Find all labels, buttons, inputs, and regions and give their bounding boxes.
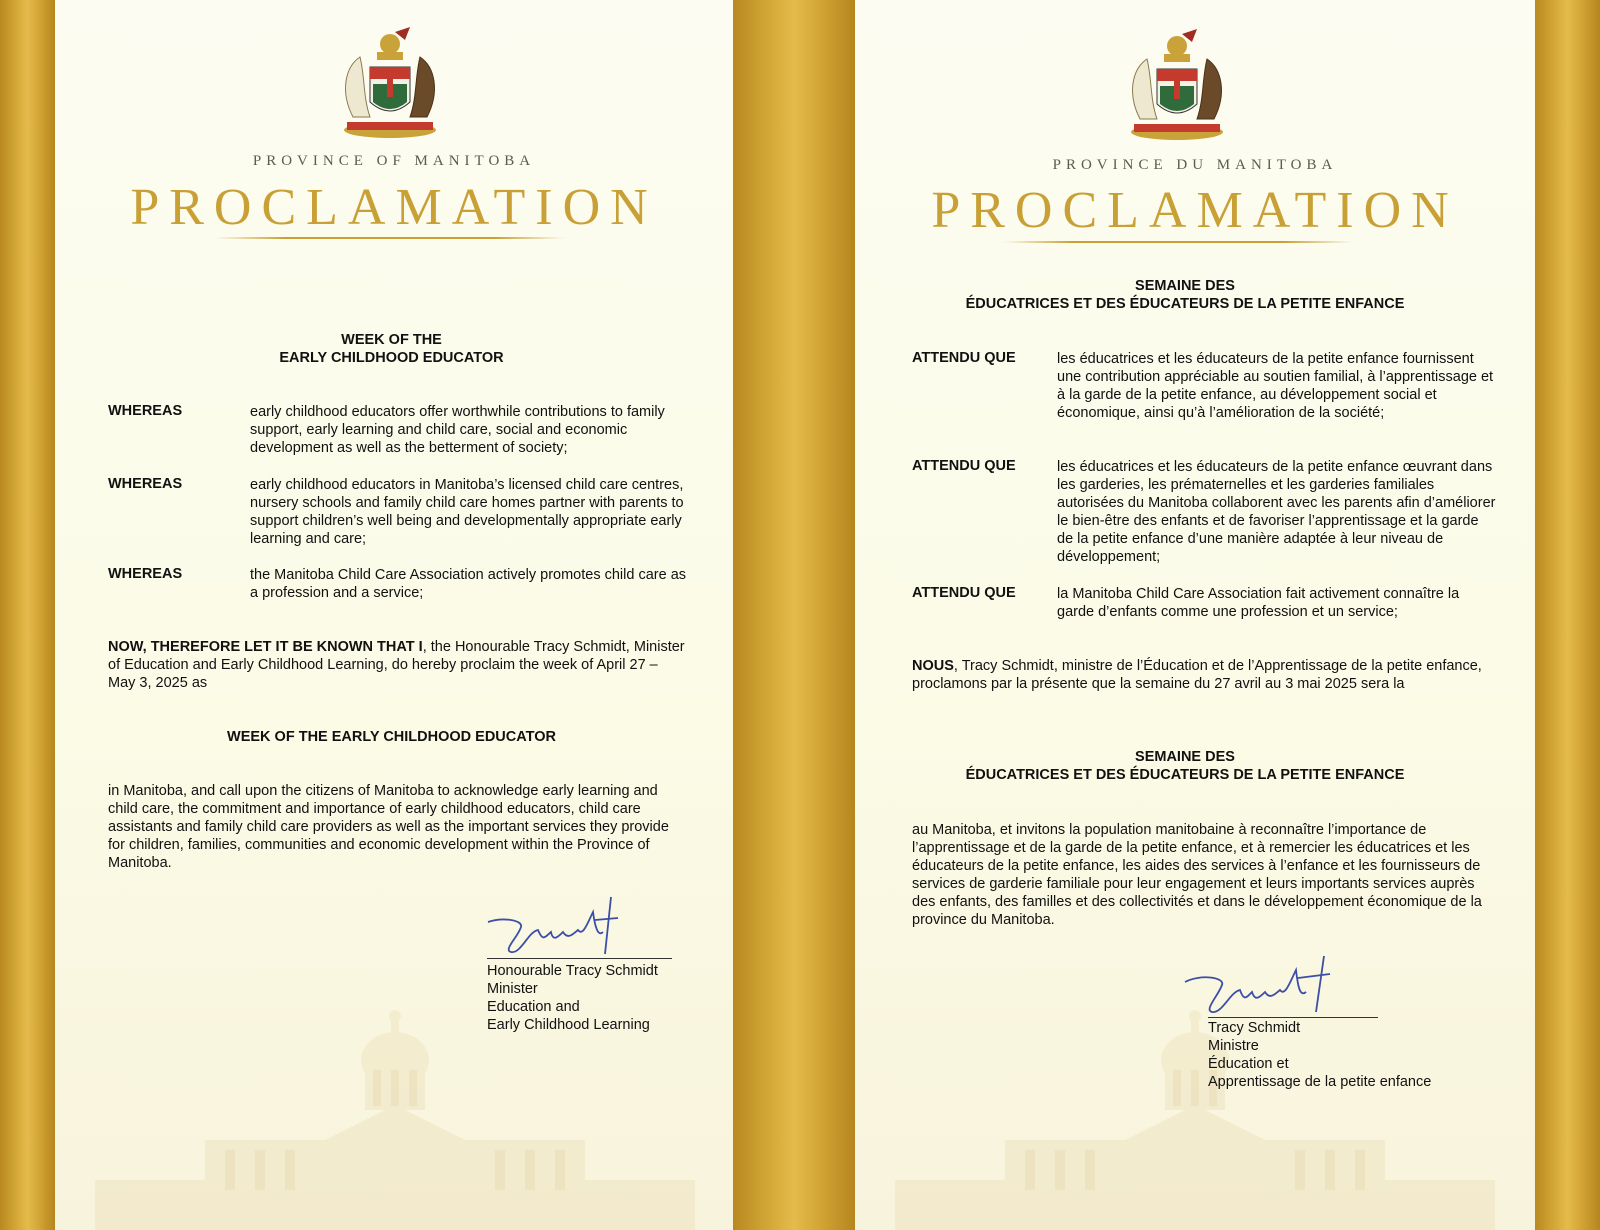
whereas-text: les éducatrices et les éducateurs de la petite enfance œuvrant dans les garderies, les prématernelles et les garderies familiales autorisées du Manitoba collaborent avec les parents afin d’améliorer le bien-être des enfants et de favoriser l’apprentissage et la garde de la petite enfance d’une manière adaptée à leur niveau de développement; (1057, 459, 1496, 565)
whereas-text: the Manitoba Child Care Association actively promotes child care as a profession and a service; (250, 567, 687, 601)
signer-name: Honourable Tracy Schmidt (487, 963, 658, 979)
heading-line: SEMAINE DES (1135, 749, 1235, 765)
whereas-label: WHEREAS (108, 403, 183, 419)
signer-dept: Education and (487, 999, 580, 1015)
signer-dept: Apprentissage de la petite enfance (1208, 1074, 1432, 1090)
signer-dept: Early Childhood Learning (487, 1017, 650, 1033)
heading-repeat: WEEK OF THE EARLY CHILDHOOD EDUCATOR (227, 729, 556, 745)
proclamation-french (855, 0, 1535, 1230)
closing-paragraph: in Manitoba, and call upon the citizens of Manitoba to acknowledge early learning and child care, the commitment and importance of early childhood educators, child care assistants and family child care providers as well as the important services they provide for children, families, communities and economic development within the Province of Manitoba. (108, 783, 669, 871)
signer-title: Ministre (1208, 1038, 1259, 1054)
signer-title: Minister (487, 981, 538, 997)
heading-repeat (855, 748, 1535, 784)
proclaim-paragraph (912, 657, 1492, 693)
gold-border-middle (733, 0, 855, 1230)
coat-of-arms-icon (335, 22, 445, 142)
signature-icon (483, 892, 643, 962)
province-title: PROVINCE DU MANITOBA (1052, 157, 1338, 173)
signer-dept: Éducation et (1208, 1056, 1289, 1072)
heading-line: EARLY CHILDHOOD EDUCATOR (279, 350, 504, 366)
proclaim-lead: NOW, THEREFORE LET IT BE KNOWN THAT I (108, 639, 423, 655)
province-title: PROVINCE OF MANITOBA (252, 153, 536, 169)
heading-line: ÉDUCATRICES ET DES ÉDUCATEURS DE LA PETITE ENFANCE (965, 767, 1405, 783)
whereas-text: les éducatrices et les éducateurs de la petite enfance fournissent une contribution appréciable au soutien familial, à l’apprentissage et à la garde de la petite enfance, au développement social et économique, ainsi qu’à l’amélioration de la société; (1057, 351, 1494, 421)
signature-line (487, 958, 672, 959)
whereas-label: ATTENDU QUE (912, 350, 1016, 366)
coat-of-arms-icon (1122, 24, 1232, 144)
signer-block (1208, 1019, 1431, 1091)
whereas-label: WHEREAS (108, 566, 183, 582)
closing-paragraph: au Manitoba, et invitons la population manitobaine à reconnaître l’importance de l’apprentissage et de la garde de la petite enfance, et à remercier les éducatrices et les éducateurs de la petite enfance, les aides des services à l’enfance et les fournisseurs de services de garderie familiale pour leur engagement et leurs importants services auprès des enfants, des familles et des collectivités et dans le développement économique de la province du Manitoba. (912, 822, 1482, 928)
proclamation-title: PROCLAMATION (130, 179, 658, 236)
proclamation-title: PROCLAMATION (931, 182, 1459, 239)
whereas-text: early childhood educators in Manitoba’s licensed child care centres, nursery schools and family child care homes partner with parents to support children’s well being and developmentally appropriate early learning and care; (250, 477, 684, 547)
proclaim-paragraph (108, 638, 688, 692)
title-rule (1003, 241, 1353, 243)
proclaim-text: , the Honourable Tracy Schmidt, Minister of Education and Early Childhood Learning, do hereby proclaim the week of April 27 – May 3, 2025 as (108, 639, 685, 691)
proclaim-text: , Tracy Schmidt, ministre de l’Éducation et de l’Apprentissage de la petite enfance, proclamons par la présente que la semaine du 27 avril au 3 mai 2025 sera la (912, 658, 1482, 692)
heading (55, 331, 733, 367)
proclamation-english (55, 0, 733, 1230)
whereas-text: early childhood educators offer worthwhile contributions to family support, early learning and child care, social and economic development as well as the betterment of society; (250, 404, 665, 456)
heading-line: SEMAINE DES (1135, 278, 1235, 294)
whereas-label: ATTENDU QUE (912, 585, 1016, 601)
whereas-label: WHEREAS (108, 476, 183, 492)
heading-line: ÉDUCATRICES ET DES ÉDUCATEURS DE LA PETITE ENFANCE (965, 296, 1405, 312)
legislative-building-icon (95, 1000, 695, 1230)
heading-line: WEEK OF THE (341, 332, 442, 348)
signer-block (487, 962, 658, 1034)
proclaim-lead: NOUS (912, 658, 954, 674)
signature-icon (1180, 952, 1360, 1022)
heading (855, 277, 1535, 313)
gold-border-right (1535, 0, 1600, 1230)
gold-border-left (0, 0, 55, 1230)
title-rule (215, 237, 565, 239)
signature-line (1208, 1017, 1378, 1018)
whereas-label: ATTENDU QUE (912, 458, 1016, 474)
signer-name: Tracy Schmidt (1208, 1020, 1301, 1036)
whereas-text: la Manitoba Child Care Association fait activement connaître la garde d’enfants comme une profession et un service; (1057, 586, 1460, 620)
